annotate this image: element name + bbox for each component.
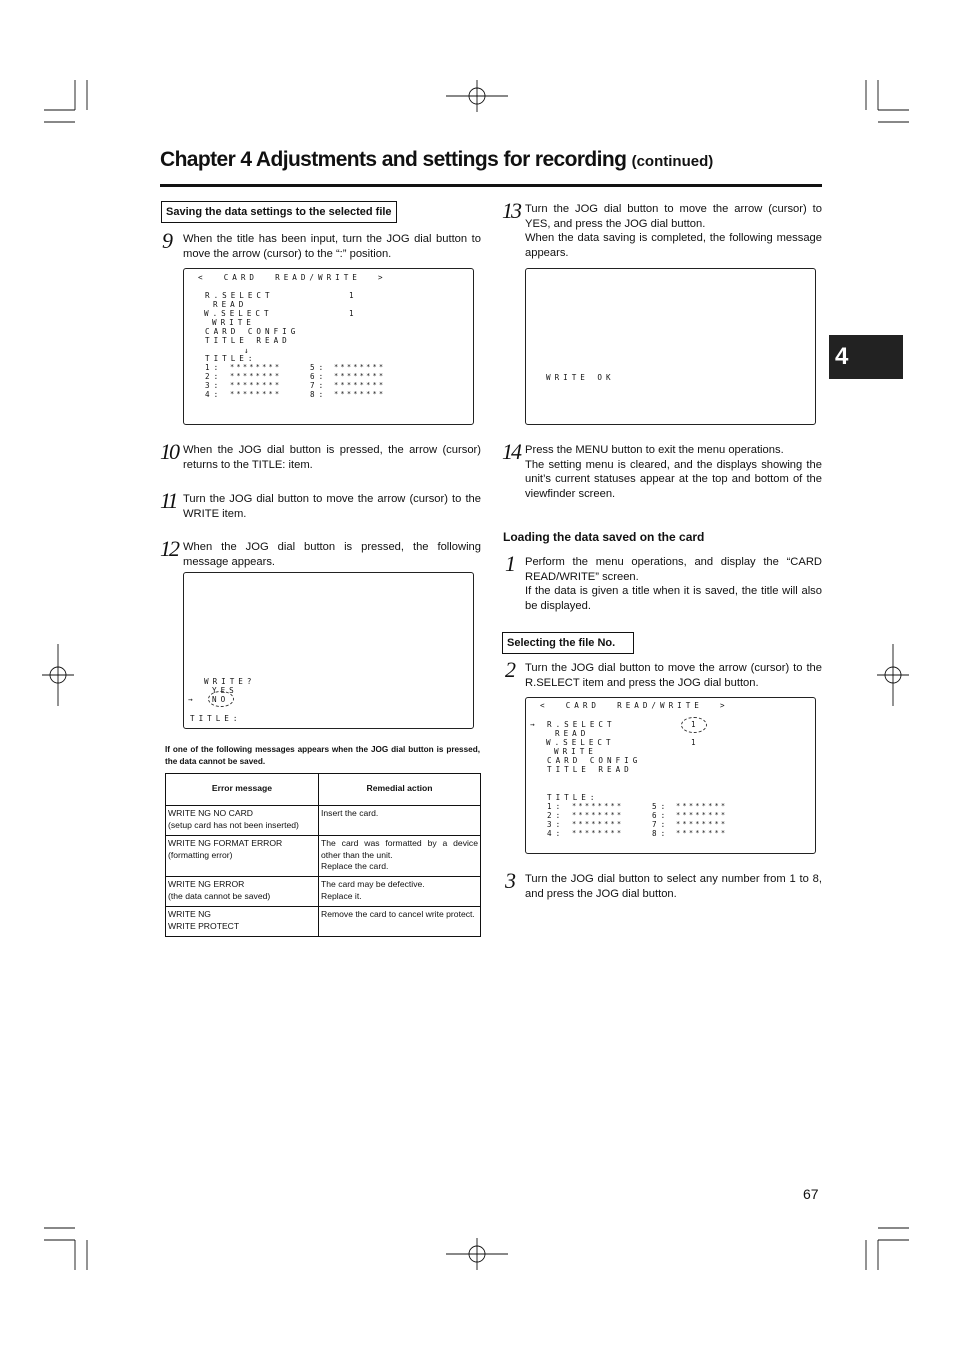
slot-stars: ******** <box>230 363 282 371</box>
viewfinder-screen-card-read-write <box>525 697 816 854</box>
error-message: WRITE NG <box>168 909 211 919</box>
chapter-side-tab: 4 <box>829 335 903 379</box>
slot-stars: ******** <box>572 802 624 810</box>
slot-stars: ******** <box>230 381 282 389</box>
step-number: 10 <box>160 439 178 464</box>
error-message: WRITE NG ERROR <box>168 879 245 889</box>
table-row <box>166 877 481 907</box>
table-row <box>166 836 481 877</box>
write-question: WRITE? <box>204 677 256 686</box>
slot-label: 8: <box>310 390 328 399</box>
remedial-action: Replace it. <box>321 890 362 901</box>
down-arrow-icon: ↓ <box>244 346 249 355</box>
error-detail: (the data cannot be saved) <box>168 890 271 901</box>
column-header: Error message <box>166 774 319 806</box>
chapter-title: Chapter 4 Adjustments and settings for recording (continued) <box>160 148 714 171</box>
slot-stars: ******** <box>334 372 386 380</box>
table-row <box>166 907 481 937</box>
slot-stars: ******** <box>334 381 386 389</box>
slot-label: 5: <box>310 363 328 372</box>
slot-label: 5: <box>652 802 670 811</box>
step-number: 3 <box>505 868 514 893</box>
step-text: When the JOG dial button is pressed, the following message appears. <box>183 541 481 568</box>
error-detail: (formatting error) <box>168 849 233 860</box>
step-text: When the JOG dial button is pressed, the arrow (cursor) returns to the TITLE: item. <box>183 444 481 471</box>
viewfinder-screen-write-ok <box>525 268 816 425</box>
error-detail: WRITE PROTECT <box>168 920 240 931</box>
remedial-action: Insert the card. <box>321 808 379 818</box>
table-row <box>166 806 481 836</box>
menu-item-w-select: W.SELECT <box>546 738 615 747</box>
menu-item-title-read: TITLE READ <box>547 765 633 774</box>
menu-item-card-config: CARD CONFIG <box>205 327 300 336</box>
step-number: 9 <box>162 228 171 253</box>
column-header: Remedial action <box>319 774 481 806</box>
option-no: NO <box>212 695 230 704</box>
step-number: 2 <box>505 657 514 682</box>
menu-item-write: WRITE <box>212 318 255 327</box>
slot-stars: ******** <box>334 363 386 371</box>
menu-item-w-select: W.SELECT <box>204 309 273 318</box>
menu-item-r-select: R.SELECT <box>547 720 616 729</box>
slot-label: 6: <box>652 811 670 820</box>
menu-item-title-read: TITLE READ <box>205 336 291 345</box>
menu-item-title: TITLE: <box>547 793 599 802</box>
menu-value: 1 <box>349 291 358 300</box>
slot-stars: ******** <box>676 829 728 837</box>
step-text: Press the MENU button to exit the menu operations. The setting menu is cleared, and the displays showing the unit’s current statuses appear at the top and bottom of the viewfinder screen. <box>525 444 822 500</box>
menu-value: 1 <box>691 720 700 729</box>
slot-label: 4: <box>205 390 223 399</box>
screen-title: < CARD READ/WRITE > <box>198 273 387 282</box>
slot-stars: ******** <box>230 390 282 398</box>
menu-item-read: READ <box>213 300 248 309</box>
header-rule <box>160 184 822 187</box>
error-detail: (setup card has not been inserted) <box>168 819 299 830</box>
step-text: Perform the menu operations, and display the “CARD READ/WRITE” screen. If the data is given a title when it is saved, the title will also be displayed. <box>525 556 822 612</box>
slot-label: 2: <box>205 372 223 381</box>
slot-stars: ******** <box>230 372 282 380</box>
step-text: Turn the JOG dial button to move the arrow (cursor) to YES, and press the JOG dial button. When the data saving is completed, the following message appears. <box>525 203 822 259</box>
option-yes: YES <box>212 686 238 695</box>
step-text: Turn the JOG dial button to select any number from 1 to 8, and press the JOG dial button. <box>525 873 822 900</box>
menu-item-r-select: R.SELECT <box>205 291 274 300</box>
error-message: WRITE NG NO CARD <box>168 808 253 818</box>
section-heading-loading: Loading the data saved on the card <box>503 530 705 544</box>
step-number: 1 <box>505 551 514 576</box>
slot-label: 8: <box>652 829 670 838</box>
step-number: 12 <box>160 536 178 561</box>
slot-stars: ******** <box>676 811 728 819</box>
cursor-arrow-icon: → <box>188 695 193 704</box>
step-text: Turn the JOG dial button to move the arrow (cursor) to the WRITE item. <box>183 493 481 520</box>
section-heading-selecting: Selecting the file No. <box>502 632 634 654</box>
slot-stars: ******** <box>676 802 728 810</box>
slot-label: 1: <box>547 802 565 811</box>
section-heading-saving: Saving the data settings to the selected file <box>161 201 397 223</box>
slot-stars: ******** <box>334 390 386 398</box>
continued-label: (continued) <box>631 153 714 170</box>
menu-item-card-config: CARD CONFIG <box>547 756 642 765</box>
slot-stars: ******** <box>572 811 624 819</box>
step-text: Turn the JOG dial button to move the arrow (cursor) to the R.SELECT item and press the JOG dial button. <box>525 662 822 689</box>
page-number: 67 <box>803 1186 819 1202</box>
slot-stars: ******** <box>676 820 728 828</box>
menu-item-read: READ <box>555 729 590 738</box>
write-ok-message: WRITE OK <box>546 373 615 382</box>
screen-title: < CARD READ/WRITE > <box>540 701 729 710</box>
error-table <box>165 773 481 937</box>
remedial-action: The card was formatted by a device other than the unit. <box>321 838 478 860</box>
slot-label: 3: <box>205 381 223 390</box>
slot-label: 2: <box>547 811 565 820</box>
step-text: When the title has been input, turn the JOG dial button to move the arrow (cursor) to the “:” position. <box>183 233 481 260</box>
slot-stars: ******** <box>572 820 624 828</box>
slot-label: 1: <box>205 363 223 372</box>
slot-label: 4: <box>547 829 565 838</box>
menu-item-title: TITLE: <box>205 354 257 363</box>
step-number: 11 <box>160 488 177 513</box>
remedial-action: Remove the card to cancel write protect. <box>321 909 475 919</box>
cursor-arrow-icon: → <box>530 720 535 729</box>
menu-value: 1 <box>349 309 358 318</box>
error-message: WRITE NG FORMAT ERROR <box>168 838 283 848</box>
slot-label: 6: <box>310 372 328 381</box>
menu-value: 1 <box>691 738 700 747</box>
viewfinder-screen-write-confirm <box>183 572 474 729</box>
slot-label: 7: <box>310 381 328 390</box>
slot-label: 7: <box>652 820 670 829</box>
menu-item-write: WRITE <box>554 747 597 756</box>
menu-item-title: TITLE: <box>190 714 242 723</box>
step-number: 13 <box>502 198 520 223</box>
step-number: 14 <box>502 439 520 464</box>
remedial-action: The card may be defective. <box>321 879 425 889</box>
error-note: If one of the following messages appears when the JOG dial button is pressed, the data cannot be saved. <box>165 745 480 766</box>
slot-label: 3: <box>547 820 565 829</box>
slot-stars: ******** <box>572 829 624 837</box>
remedial-action: Replace the card. <box>321 861 389 871</box>
viewfinder-screen-card-read-write <box>183 268 474 425</box>
